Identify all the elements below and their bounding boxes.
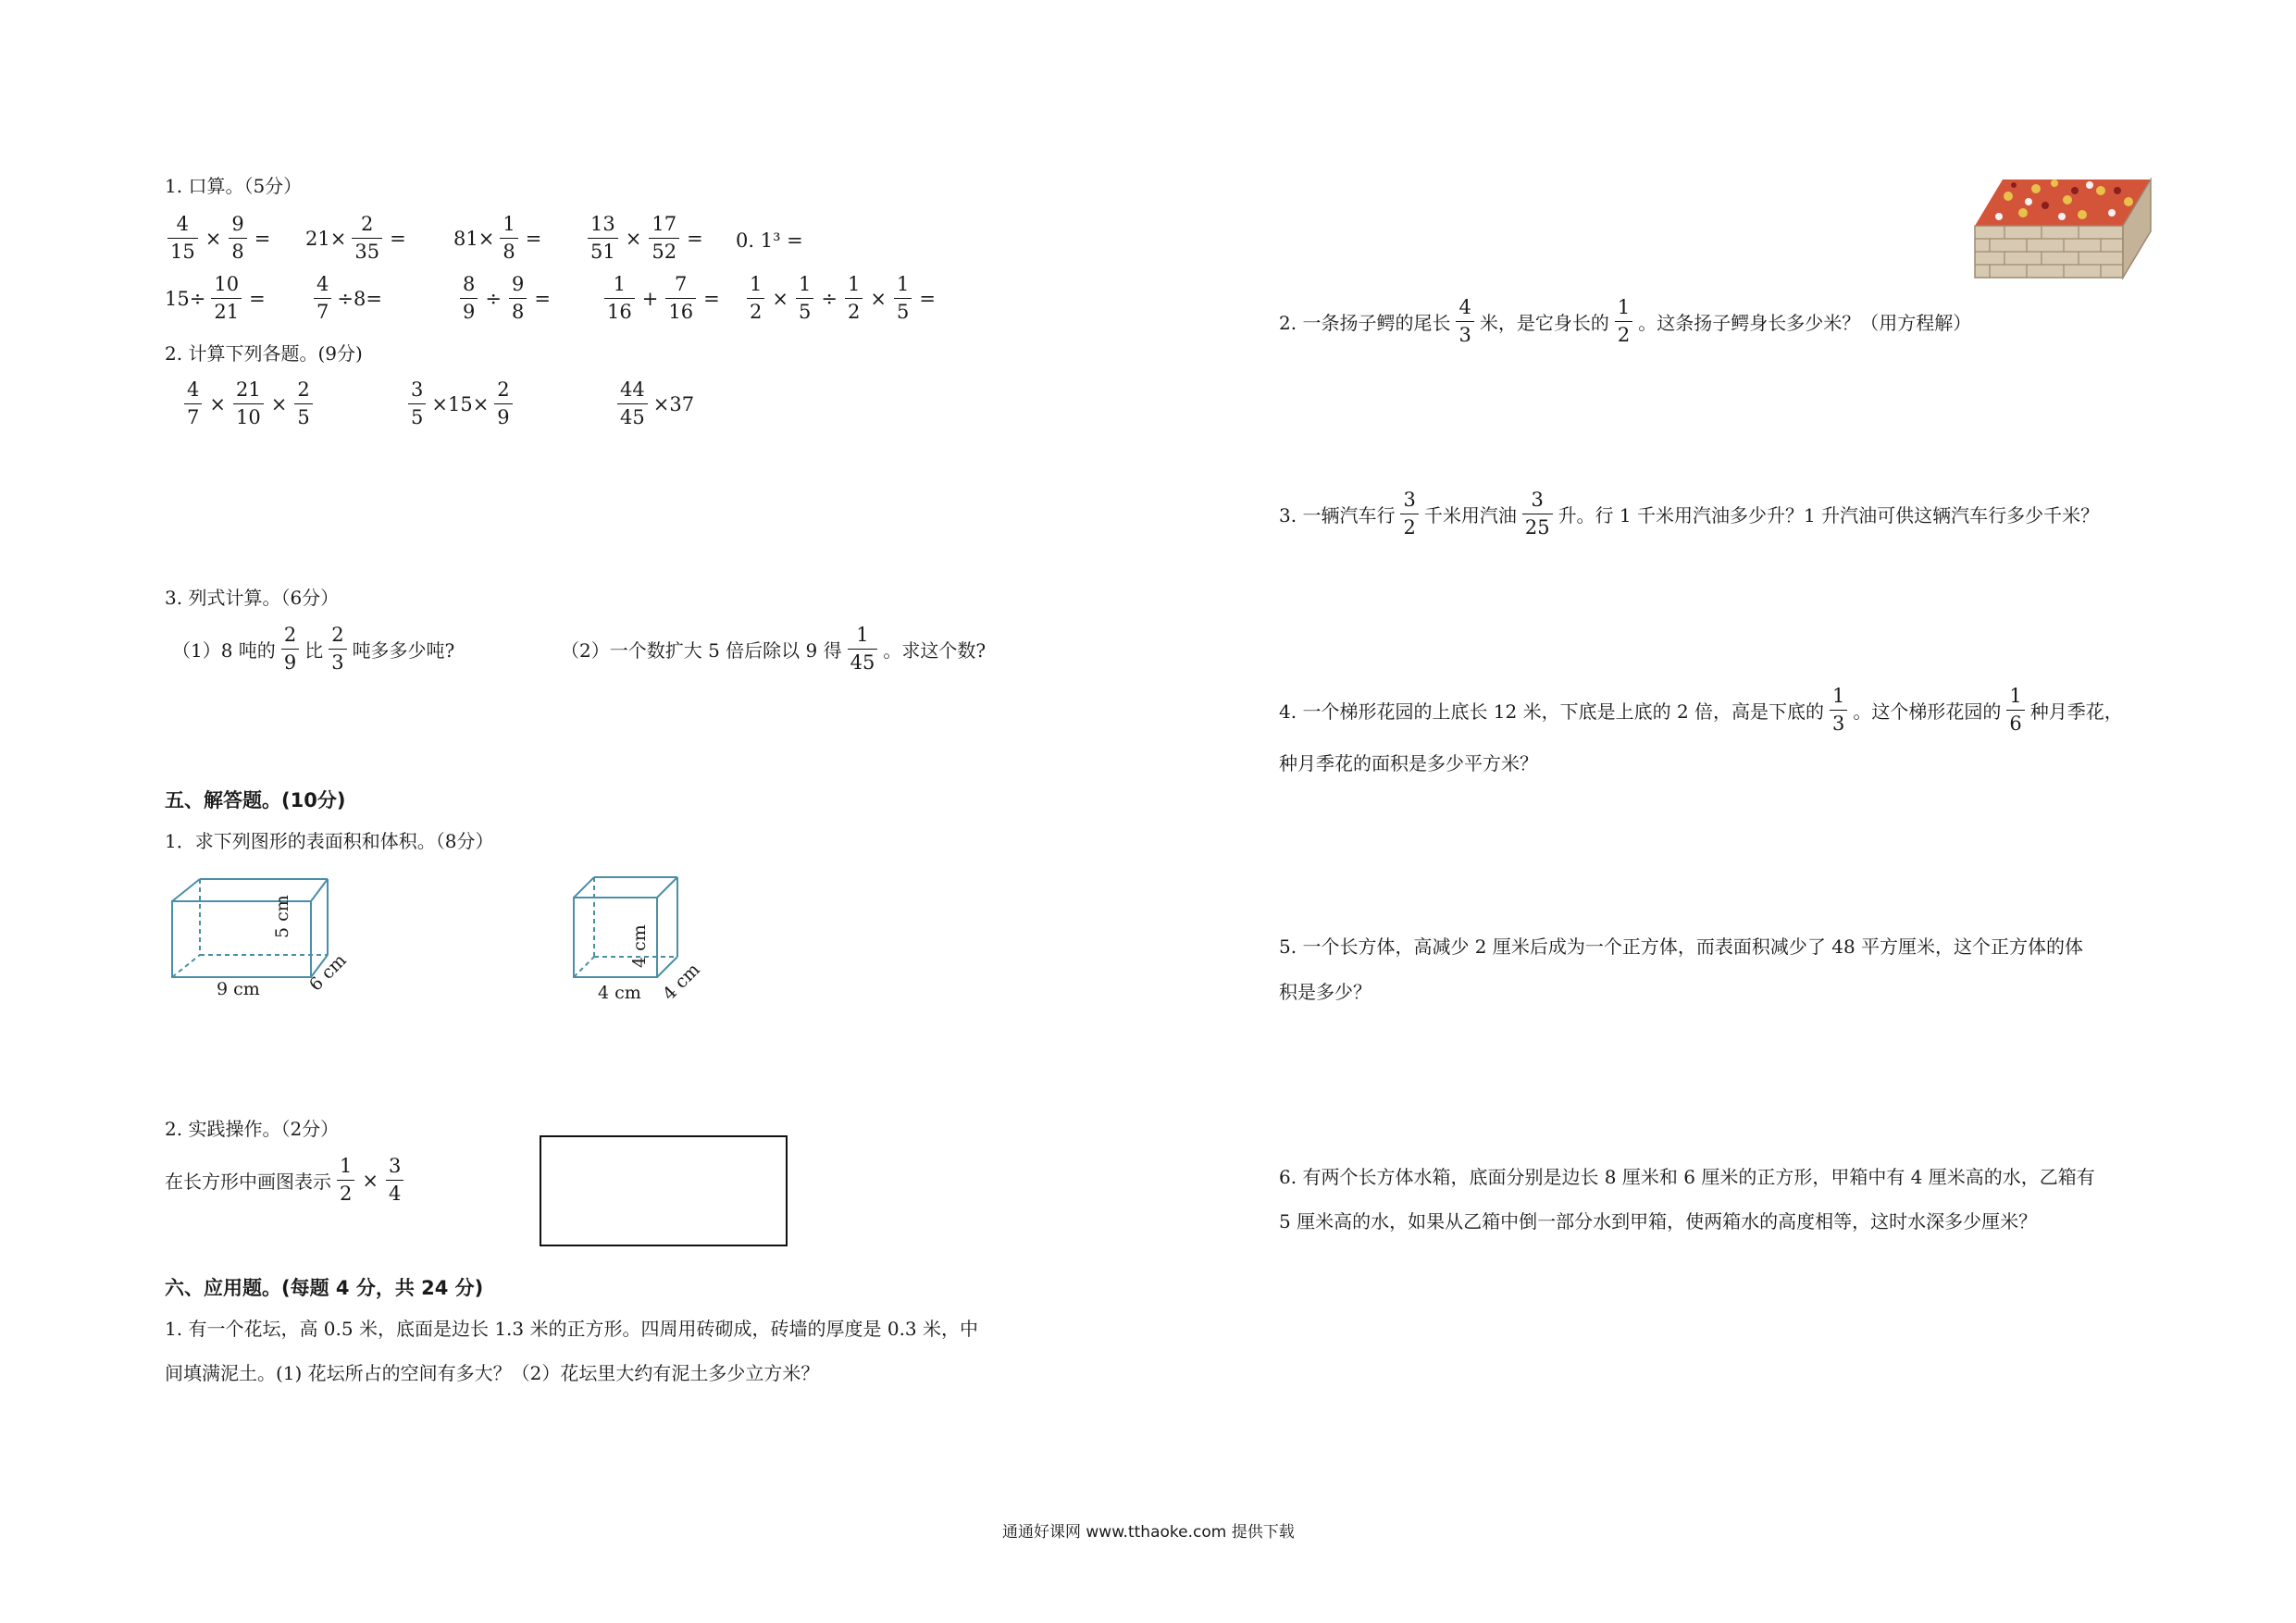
sec6-question-1-line-2: 间填满泥土。(1) 花坛所占的空间有多大？（2）花坛里大约有泥土多少立方米？ bbox=[165, 1362, 820, 1384]
cuboid-height-label: 5 cm bbox=[272, 895, 292, 938]
flower-bed-image bbox=[1971, 172, 2153, 281]
mental-item-a5: 0. 1³ = bbox=[736, 229, 803, 252]
app-question-4: 4. 一个梯形花园的上底长 12 米，下底是上底的 2 倍，高是下底的 $\frac{1}{3}$ 。这个梯形花园的 $\frac{1}{6}$ 种月季花， bbox=[1279, 685, 2123, 735]
mental-item-b3: $\frac{8}{9}$ ÷ $\frac{9}{8}$ = bbox=[457, 275, 552, 322]
sec6-question-1-line-1: 1. 有一个花坛，高 0.5 米，底面是边长 1.3 米的正方形。四周用砖砌成，砖墙的厚度是 0.3 米，中 bbox=[165, 1318, 979, 1340]
mental-item-b5: $\frac{1}{2}$ × $\frac{1}{5}$ ÷ $\frac{1}{2}$ × $\frac{1}{5}$ = bbox=[744, 275, 937, 322]
cube-length-label: 4 cm bbox=[598, 983, 641, 1003]
sec5-question-2: 在长方形中画图表示 $\frac{1}{2}$ × $\frac{3}{4}$ bbox=[165, 1157, 406, 1204]
app-question-6-line-2: 5 厘米高的水，如果从乙箱中倒一部分水到甲箱，使两箱水的高度相等，这时水深多少厘米？ bbox=[1279, 1210, 2038, 1233]
cube-width-label: 4 cm bbox=[659, 959, 704, 1005]
app-question-6-line-1: 6. 有两个长方体水箱，底面分别是边长 8 厘米和 6 厘米的正方形，甲箱中有 4 厘米高的水，乙箱有 bbox=[1279, 1166, 2095, 1188]
s2-title: 2. 计算下列各题。(9分) bbox=[165, 342, 363, 365]
sec5-question-2-title: 2. 实践操作。（2分） bbox=[165, 1118, 340, 1140]
app-question-2: 2. 一条扬子鳄的尾长 $\frac{4}{3}$ 米，是它身长的 $\frac{1}{2}$ 。这条扬子鳄身长多少米？（用方程解） bbox=[1279, 296, 1972, 346]
drawing-rectangle[interactable] bbox=[540, 1135, 788, 1246]
app-question-5-line-1: 5. 一个长方体，高减少 2 厘米后成为一个正方体，而表面积减少了 48 平方厘米，这个正方体的体 bbox=[1279, 935, 2084, 958]
mental-item-a4: $\frac{13}{51}$ × $\frac{17}{52}$ = bbox=[585, 215, 705, 262]
s3-question-1: （1）8 吨的 $\frac{2}{9}$ 比 $\frac{2}{3}$ 吨多多少吨? bbox=[172, 624, 455, 674]
calc-item-c2: $\frac{3}{5}$ ×15× $\frac{2}{9}$ bbox=[405, 380, 515, 427]
app-question-4-line-2: 种月季花的面积是多少平方米？ bbox=[1279, 752, 1538, 774]
s1-title: 1. 口算。（5分） bbox=[165, 175, 303, 197]
mental-item-a2: 21× $\frac{2}{35}$ = bbox=[305, 213, 406, 263]
app-question-5-line-2: 积是多少？ bbox=[1279, 981, 1371, 1003]
sec5-question-1: 1．求下列图形的表面积和体积。（8分） bbox=[165, 830, 494, 852]
footer-source: 通通好课网 www.tthaoke.com 提供下载 bbox=[1002, 1523, 1295, 1542]
cuboid-length-label: 9 cm bbox=[217, 979, 260, 999]
mental-item-b4: $\frac{1}{16}$ + $\frac{7}{16}$ = bbox=[602, 275, 722, 322]
section-5-title: 五、解答题。(10分) bbox=[165, 789, 346, 812]
s3-question-2: （2）一个数扩大 5 倍后除以 9 得 $\frac{1}{45}$ 。求这个数? bbox=[561, 624, 987, 674]
mental-item-b1: 15÷ $\frac{10}{21}$ = bbox=[165, 273, 266, 323]
cube-height-label: 4 cm bbox=[629, 924, 650, 968]
mental-item-b2: $\frac{4}{7}$ ÷8= bbox=[311, 275, 382, 322]
s3-title: 3. 列式计算。（6分） bbox=[165, 587, 340, 609]
app-question-3: 3. 一辆汽车行 $\frac{3}{2}$ 千米用汽油 $\frac{3}{25}$ 升。行 1 千米用汽油多少升？1 升汽油可供这辆汽车行多少千米？ bbox=[1279, 489, 2100, 539]
calc-item-c1: $\frac{4}{7}$ × $\frac{21}{10}$ × $\frac{2}{5}$ bbox=[181, 380, 316, 427]
cuboid-figure bbox=[163, 873, 357, 1012]
mental-item-a3: 81× $\frac{1}{8}$ = bbox=[453, 213, 542, 263]
mental-item-a1: $\frac{4}{15}$ × $\frac{9}{8}$ = bbox=[165, 215, 272, 262]
calc-item-c3: $\frac{44}{45}$ ×37 bbox=[614, 380, 694, 427]
cuboid-width-label: 6 cm bbox=[305, 949, 351, 996]
section-6-title: 六、应用题。(每题 4 分，共 24 分) bbox=[165, 1277, 484, 1299]
